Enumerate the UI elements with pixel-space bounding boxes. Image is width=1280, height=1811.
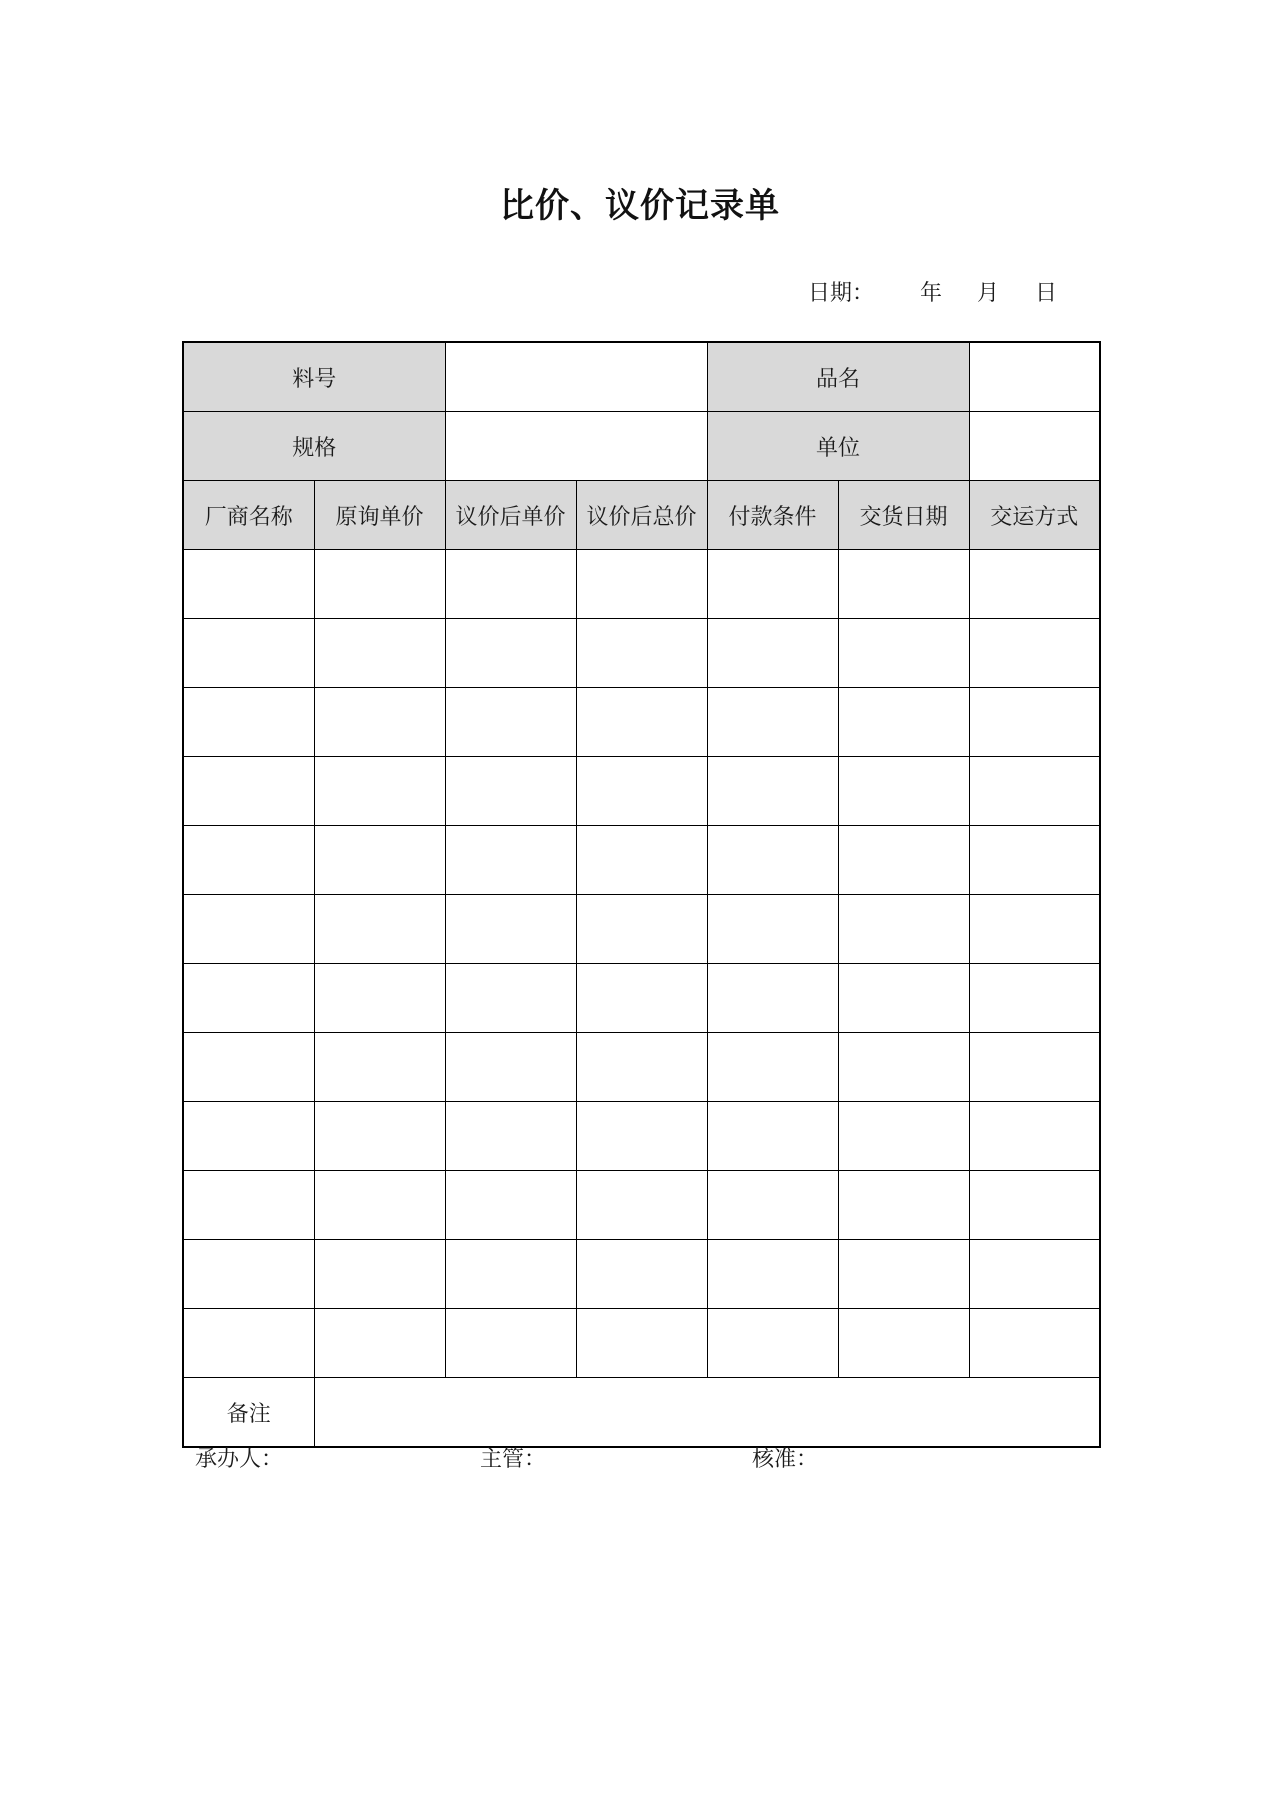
- table-cell[interactable]: [314, 688, 445, 757]
- supervisor-label: 主管：: [480, 1447, 547, 1472]
- table-cell[interactable]: [969, 964, 1100, 1033]
- product-name-label: 品名: [707, 342, 969, 412]
- table-cell[interactable]: [838, 619, 969, 688]
- table-cell[interactable]: [707, 1102, 838, 1171]
- table-cell[interactable]: [969, 1171, 1100, 1240]
- table-cell[interactable]: [707, 895, 838, 964]
- table-cell[interactable]: [838, 757, 969, 826]
- table-cell[interactable]: [445, 550, 576, 619]
- table-cell[interactable]: [445, 1309, 576, 1378]
- table-cell[interactable]: [576, 619, 707, 688]
- table-cell[interactable]: [707, 688, 838, 757]
- table-cell[interactable]: [314, 1033, 445, 1102]
- table-cell[interactable]: [576, 688, 707, 757]
- table-cell[interactable]: [576, 1171, 707, 1240]
- table-cell[interactable]: [969, 1102, 1100, 1171]
- table-cell[interactable]: [183, 757, 314, 826]
- part-no-field[interactable]: [445, 342, 707, 412]
- table-cell[interactable]: [183, 1102, 314, 1171]
- table-cell[interactable]: [183, 964, 314, 1033]
- table-cell[interactable]: [576, 550, 707, 619]
- table-cell[interactable]: [969, 1033, 1100, 1102]
- table-cell[interactable]: [576, 895, 707, 964]
- table-cell[interactable]: [314, 1309, 445, 1378]
- table-cell[interactable]: [969, 619, 1100, 688]
- table-cell[interactable]: [838, 826, 969, 895]
- table-cell[interactable]: [576, 826, 707, 895]
- table-row: [183, 1309, 1100, 1378]
- table-body: [183, 342, 1100, 1378]
- table-cell[interactable]: [969, 826, 1100, 895]
- table-cell[interactable]: [576, 757, 707, 826]
- table-cell[interactable]: [183, 826, 314, 895]
- unit-field[interactable]: [969, 412, 1100, 481]
- signature-line: [0, 1442, 1280, 1472]
- table-cell[interactable]: [707, 826, 838, 895]
- date-month-label: 月: [977, 281, 1000, 306]
- table-cell[interactable]: [838, 550, 969, 619]
- table-cell[interactable]: [838, 1102, 969, 1171]
- table-cell[interactable]: [445, 1171, 576, 1240]
- table-cell[interactable]: [445, 826, 576, 895]
- approver-label: 核准：: [752, 1447, 819, 1472]
- table-cell[interactable]: [969, 550, 1100, 619]
- table-cell[interactable]: [707, 550, 838, 619]
- column-header: 付款条件: [707, 481, 838, 550]
- spec-label: 规格: [183, 412, 445, 481]
- column-header: 交货日期: [838, 481, 969, 550]
- table-cell[interactable]: [314, 826, 445, 895]
- table-cell[interactable]: [314, 1102, 445, 1171]
- table-cell[interactable]: [707, 757, 838, 826]
- date-label: 日期：: [808, 281, 875, 306]
- table-cell[interactable]: [183, 1309, 314, 1378]
- table-cell[interactable]: [576, 1102, 707, 1171]
- table-cell[interactable]: [183, 1171, 314, 1240]
- table-cell[interactable]: [838, 1240, 969, 1309]
- column-header-row: [183, 481, 1100, 550]
- item-info-row-2: [183, 412, 1100, 481]
- remarks-row: [183, 1378, 1100, 1448]
- table-cell[interactable]: [314, 550, 445, 619]
- table-cell[interactable]: [314, 1240, 445, 1309]
- table-row: [183, 688, 1100, 757]
- table-cell[interactable]: [838, 1033, 969, 1102]
- table-cell[interactable]: [707, 1309, 838, 1378]
- table-cell[interactable]: [314, 757, 445, 826]
- table-cell[interactable]: [445, 1033, 576, 1102]
- table-cell[interactable]: [314, 895, 445, 964]
- table-row: [183, 619, 1100, 688]
- remarks-field[interactable]: [314, 1378, 1100, 1448]
- table-cell[interactable]: [445, 757, 576, 826]
- spec-field[interactable]: [445, 412, 707, 481]
- table-row: [183, 895, 1100, 964]
- table-cell[interactable]: [707, 964, 838, 1033]
- table-cell[interactable]: [969, 1309, 1100, 1378]
- column-header: 议价后总价: [576, 481, 707, 550]
- date-year-label: 年: [920, 281, 943, 306]
- table-cell[interactable]: [183, 550, 314, 619]
- table-cell[interactable]: [314, 964, 445, 1033]
- table-cell[interactable]: [576, 1240, 707, 1309]
- part-no-label: 料号: [183, 342, 445, 412]
- table-cell[interactable]: [445, 964, 576, 1033]
- table-cell[interactable]: [445, 895, 576, 964]
- table-cell[interactable]: [314, 1171, 445, 1240]
- table-cell[interactable]: [183, 688, 314, 757]
- column-header: 议价后单价: [445, 481, 576, 550]
- table-cell[interactable]: [183, 1240, 314, 1309]
- table-cell[interactable]: [576, 1033, 707, 1102]
- page-title: 比价、议价记录单: [500, 186, 780, 226]
- table-cell[interactable]: [969, 688, 1100, 757]
- table-cell[interactable]: [445, 688, 576, 757]
- remarks-label: 备注: [183, 1378, 314, 1448]
- table-cell[interactable]: [838, 895, 969, 964]
- table-cell[interactable]: [576, 1309, 707, 1378]
- table-row: [183, 757, 1100, 826]
- table-cell[interactable]: [183, 619, 314, 688]
- table-row: [183, 1240, 1100, 1309]
- product-name-field[interactable]: [969, 342, 1100, 412]
- table-cell[interactable]: [707, 1033, 838, 1102]
- table-cell[interactable]: [445, 1240, 576, 1309]
- table-cell[interactable]: [969, 895, 1100, 964]
- table-cell[interactable]: [183, 1033, 314, 1102]
- table-cell[interactable]: [707, 1240, 838, 1309]
- table-row: [183, 964, 1100, 1033]
- table-cell[interactable]: [707, 1171, 838, 1240]
- table-cell[interactable]: [445, 1102, 576, 1171]
- column-header: 交运方式: [969, 481, 1100, 550]
- date-day-label: 日: [1035, 281, 1058, 306]
- table-row: [183, 550, 1100, 619]
- table-cell[interactable]: [183, 895, 314, 964]
- price-comparison-table: [182, 341, 1101, 1448]
- table-row: [183, 1102, 1100, 1171]
- table-cell[interactable]: [838, 688, 969, 757]
- table-row: [183, 1171, 1100, 1240]
- table-cell[interactable]: [838, 1171, 969, 1240]
- date-line: [0, 276, 1280, 306]
- table-cell[interactable]: [838, 1309, 969, 1378]
- table-cell[interactable]: [576, 964, 707, 1033]
- table-cell[interactable]: [838, 964, 969, 1033]
- table-row: [183, 826, 1100, 895]
- column-header: 厂商名称: [183, 481, 314, 550]
- table-cell[interactable]: [969, 757, 1100, 826]
- table-cell[interactable]: [314, 619, 445, 688]
- item-info-row-1: [183, 342, 1100, 412]
- unit-label: 单位: [707, 412, 969, 481]
- table-cell[interactable]: [445, 619, 576, 688]
- table-cell[interactable]: [707, 619, 838, 688]
- handler-label: 承办人：: [195, 1447, 284, 1472]
- table-row: [183, 1033, 1100, 1102]
- table-cell[interactable]: [969, 1240, 1100, 1309]
- column-header: 原询单价: [314, 481, 445, 550]
